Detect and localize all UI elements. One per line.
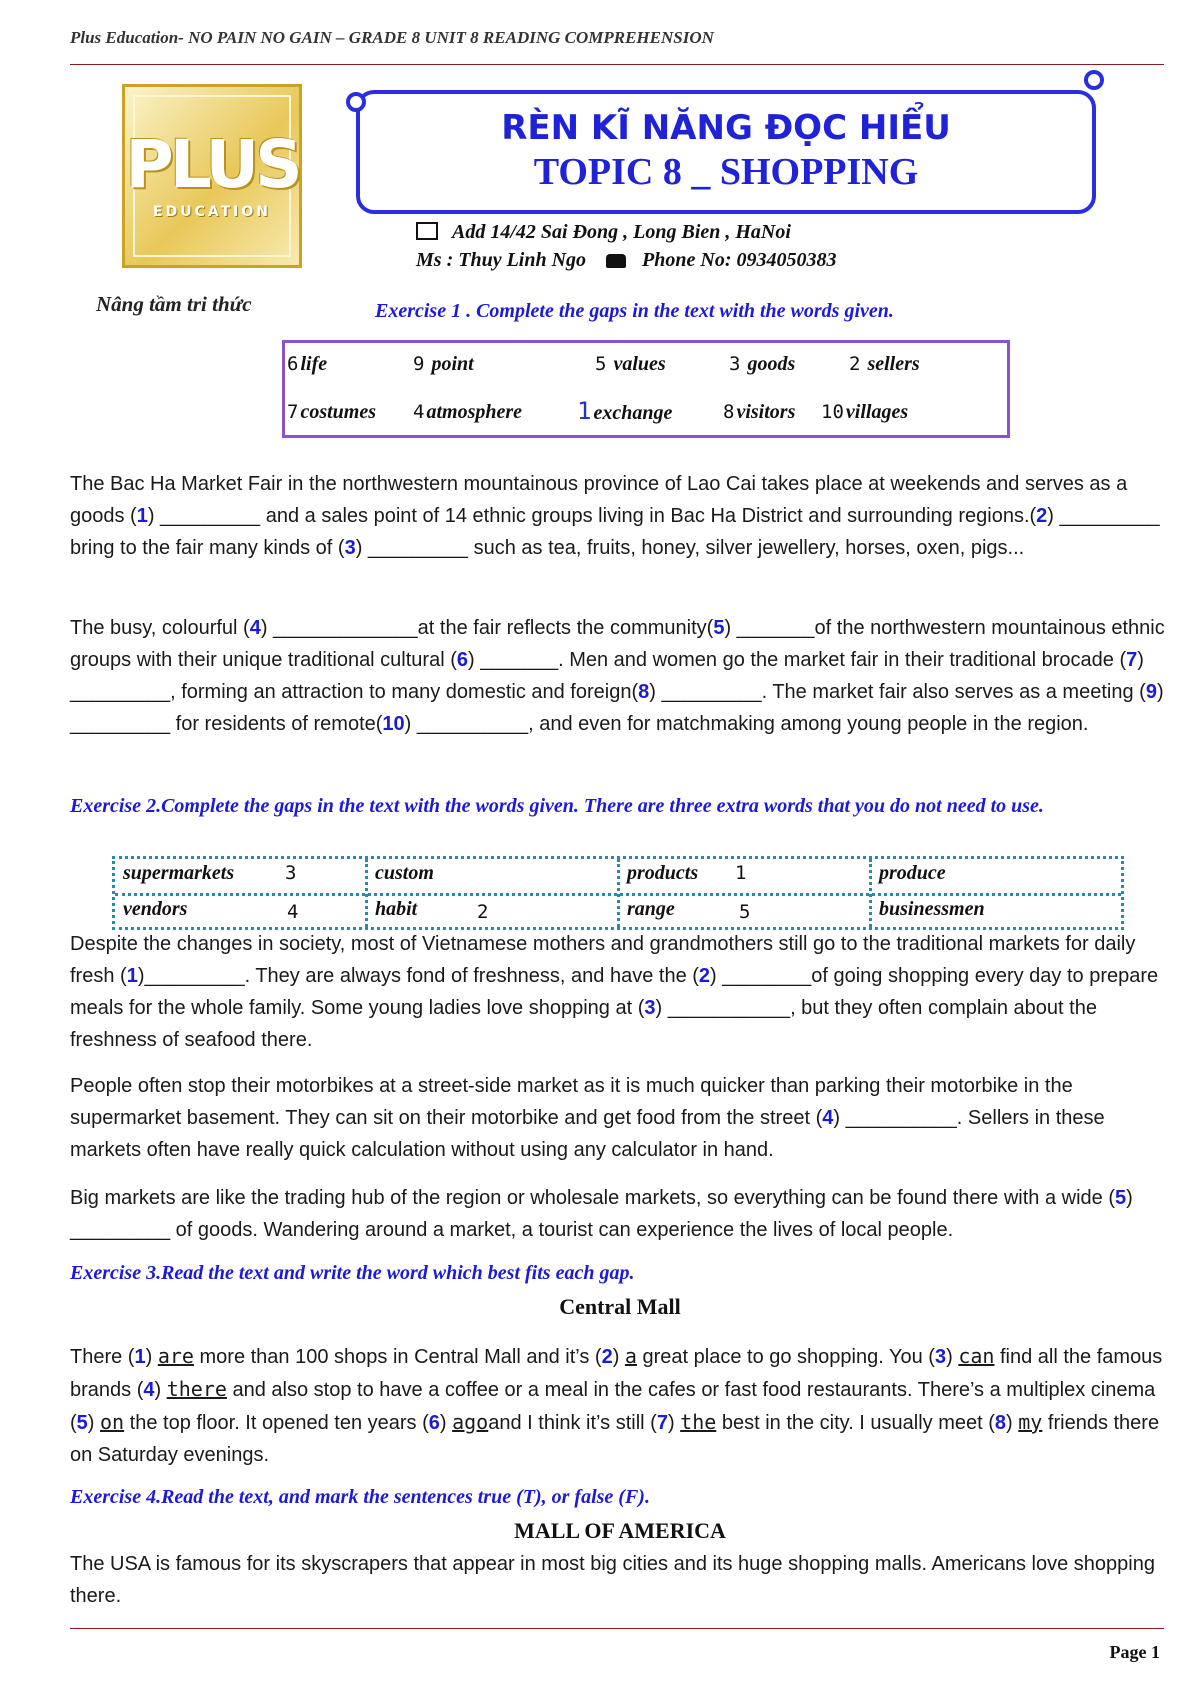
phone-icon xyxy=(606,254,626,268)
word-bank-item: 6 life xyxy=(287,353,328,375)
scroll-curl-icon xyxy=(1084,70,1104,90)
exercise-4-title: Exercise 4.Read the text, and mark the sentences true (T), or false (F). xyxy=(70,1486,650,1508)
table-cell: habit 2 xyxy=(375,898,489,923)
exercise-2-paragraph-1: Despite the changes in society, most of Vietnamese mothers and grandmothers still go to the traditional markets for daily fresh (1)_________. They are always fond of freshness, and have the (2) ________of going shopping every day to prepare meals for the whole family. Some young ladies love shopping at (3) ___________, but they often complain about the freshness of seafood there. xyxy=(70,933,1159,1051)
table-cell: supermarkets 3 xyxy=(123,862,297,884)
word-bank-item: 1 exchange xyxy=(577,397,673,425)
logo-subtitle: EDUCATION xyxy=(153,204,271,220)
exercise-3-title: Exercise 3.Read the text and write the word which best fits each gap. xyxy=(70,1262,635,1284)
word-bank-item: 8 visitors xyxy=(723,401,796,423)
filled-answer: the xyxy=(680,1410,717,1434)
exercise-4-text: The USA is famous for its skyscrapers that appear in most big cities and its huge shopping malls. Americans love shopping there. xyxy=(70,1553,1155,1607)
exercise-1-title: Exercise 1 . Complete the gaps in the text with the words given. xyxy=(375,300,894,322)
table-cell: products 1 xyxy=(627,862,747,884)
plus-education-logo xyxy=(122,84,302,268)
table-cell: businessmen xyxy=(879,898,985,920)
header-divider xyxy=(70,64,1164,65)
exercise-4-heading: MALL OF AMERICA xyxy=(514,1518,726,1543)
word-bank-item: 3 goods xyxy=(729,353,796,375)
banner-title: RÈN KĨ NĂNG ĐỌC HIỂU xyxy=(501,108,951,148)
table-cell: vendors 4 xyxy=(123,898,299,923)
filled-answer: can xyxy=(958,1344,995,1368)
contact-info xyxy=(416,218,836,274)
filled-answer: on xyxy=(100,1410,125,1434)
exercise-2-paragraph-3: Big markets are like the trading hub of the region or wholesale markets, so everything can be found there with a wide (5) _________ of goods. Wandering around a market, a tourist can experience the lives of local people. xyxy=(70,1187,1133,1241)
word-bank-item: 4 atmosphere xyxy=(413,401,523,423)
exercise-1-paragraph-1: The Bac Ha Market Fair in the northwestern mountainous province of Lao Cai takes place at weekends and serves as a goods (1) _________ and a sales point of 14 ethnic groups living in Bac Ha District and surrounding regions.(2) _________ bring to the fair many kinds of (3) _________ such as tea, fruits, honey, silver jewellery, horses, oxen, pigs... xyxy=(70,473,1160,559)
teacher-name: Ms : Thuy Linh Ngo xyxy=(416,249,587,271)
exercise-3-text: There (1) are more than 100 shops in Central Mall and it’s (2) a great place to go shopping. You (3) can find all the famous brands (4) there and also stop to have a coffee or a meal in the cafes or fast food restaurants. There’s a multiplex cinema (5) on the top floor. It opened ten years (6) agoand I think it’s still (7) the best in the city. I usually meet (8) my friends there on Saturday evenings. xyxy=(70,1344,1163,1466)
filled-answer: there xyxy=(166,1377,227,1401)
logo-mark: PLUS xyxy=(125,126,299,203)
word-bank-item: 9 point xyxy=(413,353,474,375)
filled-answer: ago xyxy=(452,1410,489,1434)
word-bank-item: 2 sellers xyxy=(849,353,920,375)
word-bank-item: 7 costumes xyxy=(287,401,377,423)
exercise-3-heading: Central Mall xyxy=(559,1294,681,1319)
house-icon xyxy=(416,222,438,240)
scroll-curl-icon xyxy=(346,92,366,112)
document-header: Plus Education- NO PAIN NO GAIN – GRADE 8 UNIT 8 READING COMPREHENSION xyxy=(70,28,714,47)
table-cell: range 5 xyxy=(627,898,751,923)
slogan: Nâng tầm tri thức xyxy=(96,292,252,316)
filled-answer: a xyxy=(624,1344,637,1368)
table-cell: produce xyxy=(879,862,946,884)
filled-answer: are xyxy=(157,1344,194,1368)
word-bank-item: 10 villages xyxy=(821,401,909,423)
footer-divider xyxy=(70,1628,1164,1629)
exercise-2-word-table xyxy=(112,856,1124,930)
page-number: Page 1 xyxy=(1109,1642,1160,1662)
address: Add 14/42 Sai Đong , Long Bien , HaNoi xyxy=(452,221,791,243)
title-banner xyxy=(356,90,1096,214)
banner-topic: TOPIC 8 _ SHOPPING xyxy=(533,151,919,193)
exercise-2-paragraph-2: People often stop their motorbikes at a street-side market as it is much quicker than parking their motorbike in the supermarket basement. They can sit on their motorbike and get food from the street (4) __________. Sellers in these markets often have really quick calculation without using any calculator in hand. xyxy=(70,1075,1105,1161)
filled-answer: my xyxy=(1018,1410,1043,1434)
word-bank-box xyxy=(282,340,1010,438)
phone-number: Phone No: 0934050383 xyxy=(642,249,837,271)
exercise-1-paragraph-2: The busy, colourful (4) _____________at the fair reflects the community(5) _______of the northwestern mountainous ethnic groups with their unique traditional cultural (6) _______. Men and women go the market fair in their traditional brocade (7) _________, forming an attraction to many domestic and foreign(8) _________. The market fair also serves as a meeting (9) _________ for residents of remote(10) __________, and even for matchmaking among young people in the region. xyxy=(70,617,1165,735)
table-cell: custom xyxy=(375,862,434,884)
exercise-2-title: Exercise 2.Complete the gaps in the text with the words given. There are three extra words that you do not need to use. xyxy=(70,795,1044,817)
word-bank-item: 5 values xyxy=(595,353,666,375)
